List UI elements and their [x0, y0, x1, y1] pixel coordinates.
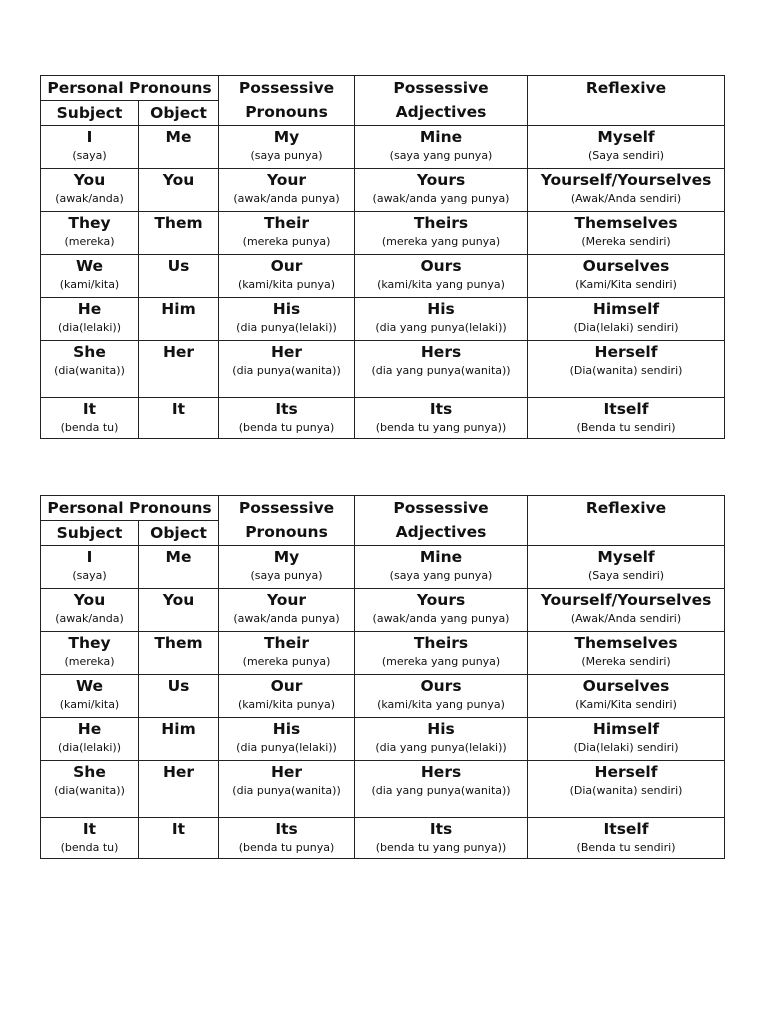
table-row	[41, 718, 725, 761]
reflexive-translation: (Awak/Anda sendiri)	[570, 192, 682, 205]
possessive-adjective: Yours	[416, 591, 466, 609]
header-possessive-adjectives: Possessive Adjectives	[355, 496, 528, 546]
subject-translation: (mereka)	[64, 655, 115, 668]
possessive-adjective-cell	[355, 126, 528, 169]
header-possessive-adjectives: Possessive Adjectives	[355, 76, 528, 126]
possessive-adjective-cell	[355, 589, 528, 632]
subject-pronoun: I	[86, 128, 93, 146]
subject-pronoun: They	[68, 214, 111, 232]
possessive-pronoun-translation: (benda tu punya)	[238, 841, 335, 854]
reflexive-pronoun: Themselves	[574, 214, 678, 232]
possessive-adjective-translation: (dia yang punya(wanita))	[371, 364, 511, 377]
table-row	[41, 398, 725, 439]
table-row	[41, 298, 725, 341]
possessive-adjective-translation: (mereka yang punya)	[381, 235, 501, 248]
header-possessive-pronouns: Possessive Pronouns	[219, 76, 355, 126]
possessive-pronoun-translation: (mereka punya)	[242, 655, 331, 668]
possessive-adjective: Theirs	[413, 634, 469, 652]
subject-cell	[41, 632, 139, 675]
subject-cell	[41, 298, 139, 341]
object-cell	[139, 341, 219, 398]
pronoun-table-1	[40, 75, 725, 439]
reflexive-pronoun: Herself	[594, 343, 658, 361]
possessive-adjective: Its	[429, 400, 453, 418]
subject-pronoun: It	[82, 400, 97, 418]
reflexive-pronoun: Itself	[603, 820, 649, 838]
subject-cell	[41, 589, 139, 632]
header-personal-pronouns: Personal Pronouns	[41, 76, 219, 101]
subject-cell	[41, 718, 139, 761]
subject-cell	[41, 761, 139, 818]
possessive-adjective-cell	[355, 675, 528, 718]
reflexive-pronoun: Himself	[592, 720, 660, 738]
reflexive-cell	[528, 255, 725, 298]
possessive-adjective-translation: (dia yang punya(lelaki))	[375, 321, 507, 334]
reflexive-translation: (Benda tu sendiri)	[576, 421, 676, 434]
object-pronoun: Him	[161, 300, 196, 318]
possessive-pronoun-translation: (kami/kita punya)	[237, 278, 336, 291]
possessive-pronoun: Her	[270, 343, 303, 361]
reflexive-pronoun: Themselves	[574, 634, 678, 652]
possessive-pronoun-translation: (kami/kita punya)	[237, 698, 336, 711]
possessive-pronoun: His	[272, 300, 301, 318]
possessive-adjective: His	[427, 720, 455, 738]
possessive-pronoun: Her	[270, 763, 303, 781]
possessive-pronoun-cell	[219, 818, 355, 859]
reflexive-cell	[528, 818, 725, 859]
reflexive-cell	[528, 341, 725, 398]
reflexive-cell	[528, 761, 725, 818]
object-pronoun: Me	[165, 548, 192, 566]
possessive-pronoun-translation: (awak/anda punya)	[233, 192, 340, 205]
possessive-pronoun-cell	[219, 632, 355, 675]
reflexive-translation: (Kami/Kita sendiri)	[575, 698, 677, 711]
subject-translation: (saya)	[72, 569, 107, 582]
header-reflexive: Reflexive	[528, 76, 725, 126]
reflexive-cell	[528, 398, 725, 439]
possessive-pronoun-cell	[219, 341, 355, 398]
subject-pronoun: It	[82, 820, 97, 838]
object-cell	[139, 212, 219, 255]
possessive-adjective-translation: (kami/kita yang punya)	[377, 278, 505, 291]
reflexive-pronoun: Itself	[603, 400, 649, 418]
possessive-adjective: Theirs	[413, 214, 469, 232]
object-pronoun: You	[162, 171, 195, 189]
subject-translation: (dia(wanita))	[54, 364, 125, 377]
possessive-pronoun-translation: (benda tu punya)	[238, 421, 335, 434]
possessive-adjective-cell	[355, 169, 528, 212]
possessive-adjective: His	[427, 300, 455, 318]
header-object: Object	[139, 521, 219, 546]
object-cell	[139, 298, 219, 341]
subject-translation: (kami/kita)	[59, 698, 120, 711]
table-row	[41, 212, 725, 255]
possessive-pronoun-cell	[219, 589, 355, 632]
possessive-pronoun: Its	[275, 820, 298, 838]
reflexive-pronoun: Ourselves	[582, 677, 670, 695]
possessive-adjective-cell	[355, 632, 528, 675]
object-cell	[139, 398, 219, 439]
object-pronoun: Her	[162, 343, 195, 361]
possessive-pronoun: Their	[263, 214, 310, 232]
reflexive-cell	[528, 546, 725, 589]
subject-pronoun: He	[77, 300, 102, 318]
possessive-pronoun-translation: (dia punya(lelaki))	[236, 741, 337, 754]
table-row	[41, 761, 725, 818]
object-pronoun: Us	[167, 677, 190, 695]
subject-translation: (dia(lelaki))	[58, 321, 121, 334]
object-pronoun: Her	[162, 763, 195, 781]
subject-translation: (saya)	[72, 149, 107, 162]
subject-cell	[41, 398, 139, 439]
possessive-adjective-translation: (benda tu yang punya))	[375, 841, 507, 854]
possessive-pronoun: His	[272, 720, 301, 738]
object-cell	[139, 126, 219, 169]
table-row	[41, 818, 725, 859]
object-cell	[139, 675, 219, 718]
possessive-adjective-cell	[355, 546, 528, 589]
object-pronoun: Them	[154, 214, 203, 232]
reflexive-translation: (Mereka sendiri)	[581, 235, 671, 248]
subject-pronoun: You	[73, 591, 106, 609]
reflexive-pronoun: Yourself/Yourselves	[540, 591, 712, 609]
possessive-pronoun: Our	[270, 677, 303, 695]
reflexive-translation: (Saya sendiri)	[587, 149, 665, 162]
possessive-adjective-cell	[355, 212, 528, 255]
reflexive-cell	[528, 589, 725, 632]
reflexive-pronoun: Ourselves	[582, 257, 670, 275]
possessive-adjective-translation: (saya yang punya)	[389, 149, 493, 162]
reflexive-cell	[528, 212, 725, 255]
possessive-pronoun-cell	[219, 126, 355, 169]
object-cell	[139, 818, 219, 859]
table-row	[41, 126, 725, 169]
table-row	[41, 675, 725, 718]
object-pronoun: Him	[161, 720, 196, 738]
possessive-adjective: Yours	[416, 171, 466, 189]
subject-cell	[41, 126, 139, 169]
possessive-adjective: Hers	[420, 763, 462, 781]
possessive-pronoun-translation: (dia punya(lelaki))	[236, 321, 337, 334]
object-cell	[139, 546, 219, 589]
reflexive-translation: (Kami/Kita sendiri)	[575, 278, 677, 291]
reflexive-translation: (Saya sendiri)	[587, 569, 665, 582]
subject-translation: (benda tu)	[60, 841, 119, 854]
possessive-pronoun-cell	[219, 212, 355, 255]
reflexive-cell	[528, 126, 725, 169]
header-personal-pronouns: Personal Pronouns	[41, 496, 219, 521]
reflexive-translation: (Dia(lelaki) sendiri)	[573, 321, 679, 334]
reflexive-pronoun: Myself	[597, 548, 655, 566]
possessive-pronoun-translation: (saya punya)	[250, 149, 323, 162]
possessive-adjective: Mine	[419, 548, 463, 566]
subject-translation: (mereka)	[64, 235, 115, 248]
possessive-adjective-cell	[355, 298, 528, 341]
header-object: Object	[139, 101, 219, 126]
reflexive-pronoun: Yourself/Yourselves	[540, 171, 712, 189]
possessive-pronoun-translation: (saya punya)	[250, 569, 323, 582]
header-possessive-pronouns: Possessive Pronouns	[219, 496, 355, 546]
possessive-adjective-translation: (dia yang punya(wanita))	[371, 784, 511, 797]
possessive-pronoun-cell	[219, 761, 355, 818]
possessive-pronoun: Their	[263, 634, 310, 652]
possessive-adjective: Its	[429, 820, 453, 838]
header-subject: Subject	[41, 101, 139, 126]
possessive-pronoun: Its	[275, 400, 298, 418]
table-row	[41, 169, 725, 212]
subject-cell	[41, 675, 139, 718]
reflexive-cell	[528, 675, 725, 718]
table-row	[41, 589, 725, 632]
table-row	[41, 341, 725, 398]
possessive-pronoun: Your	[266, 591, 307, 609]
reflexive-pronoun: Himself	[592, 300, 660, 318]
possessive-adjective-translation: (mereka yang punya)	[381, 655, 501, 668]
reflexive-cell	[528, 169, 725, 212]
possessive-adjective-translation: (saya yang punya)	[389, 569, 493, 582]
possessive-pronoun-translation: (awak/anda punya)	[233, 612, 340, 625]
possessive-adjective-cell	[355, 398, 528, 439]
table-row	[41, 632, 725, 675]
reflexive-cell	[528, 298, 725, 341]
subject-pronoun: We	[75, 677, 104, 695]
possessive-adjective-cell	[355, 818, 528, 859]
possessive-adjective: Mine	[419, 128, 463, 146]
object-cell	[139, 255, 219, 298]
subject-translation: (benda tu)	[60, 421, 119, 434]
subject-pronoun: She	[73, 343, 106, 361]
possessive-adjective-translation: (awak/anda yang punya)	[372, 192, 510, 205]
possessive-pronoun-cell	[219, 546, 355, 589]
table-row	[41, 546, 725, 589]
subject-translation: (awak/anda)	[55, 192, 124, 205]
possessive-pronoun: Your	[266, 171, 307, 189]
possessive-pronoun-cell	[219, 255, 355, 298]
subject-cell	[41, 546, 139, 589]
subject-cell	[41, 212, 139, 255]
subject-translation: (dia(lelaki))	[58, 741, 121, 754]
possessive-adjective-cell	[355, 718, 528, 761]
header-reflexive: Reflexive	[528, 496, 725, 546]
subject-pronoun: We	[75, 257, 104, 275]
reflexive-cell	[528, 718, 725, 761]
possessive-pronoun-translation: (dia punya(wanita))	[232, 784, 341, 797]
possessive-adjective-cell	[355, 761, 528, 818]
possessive-adjective: Ours	[420, 677, 462, 695]
object-pronoun: You	[162, 591, 195, 609]
reflexive-translation: (Mereka sendiri)	[581, 655, 671, 668]
possessive-adjective-translation: (dia yang punya(lelaki))	[375, 741, 507, 754]
subject-cell	[41, 255, 139, 298]
subject-translation: (awak/anda)	[55, 612, 124, 625]
possessive-adjective-cell	[355, 341, 528, 398]
reflexive-translation: (Benda tu sendiri)	[576, 841, 676, 854]
subject-cell	[41, 169, 139, 212]
possessive-pronoun: My	[273, 128, 300, 146]
reflexive-translation: (Awak/Anda sendiri)	[570, 612, 682, 625]
possessive-adjective-translation: (benda tu yang punya))	[375, 421, 507, 434]
object-pronoun: Them	[154, 634, 203, 652]
possessive-pronoun-translation: (mereka punya)	[242, 235, 331, 248]
possessive-pronoun: Our	[270, 257, 303, 275]
table-row	[41, 255, 725, 298]
possessive-pronoun-cell	[219, 675, 355, 718]
possessive-adjective-translation: (kami/kita yang punya)	[377, 698, 505, 711]
subject-pronoun: You	[73, 171, 106, 189]
subject-pronoun: He	[77, 720, 102, 738]
possessive-pronoun-cell	[219, 718, 355, 761]
reflexive-translation: (Dia(lelaki) sendiri)	[573, 741, 679, 754]
reflexive-translation: (Dia(wanita) sendiri)	[569, 784, 683, 797]
possessive-adjective-translation: (awak/anda yang punya)	[372, 612, 510, 625]
pronoun-table-2	[40, 495, 725, 859]
object-pronoun: Me	[165, 128, 192, 146]
possessive-pronoun-translation: (dia punya(wanita))	[232, 364, 341, 377]
possessive-adjective-cell	[355, 255, 528, 298]
object-cell	[139, 761, 219, 818]
object-pronoun: It	[171, 400, 186, 418]
object-cell	[139, 632, 219, 675]
header-subject: Subject	[41, 521, 139, 546]
reflexive-pronoun: Herself	[594, 763, 658, 781]
subject-cell	[41, 341, 139, 398]
subject-pronoun: I	[86, 548, 93, 566]
possessive-adjective: Hers	[420, 343, 462, 361]
subject-translation: (kami/kita)	[59, 278, 120, 291]
subject-pronoun: She	[73, 763, 106, 781]
subject-translation: (dia(wanita))	[54, 784, 125, 797]
object-pronoun: Us	[167, 257, 190, 275]
possessive-pronoun-cell	[219, 298, 355, 341]
object-cell	[139, 718, 219, 761]
reflexive-cell	[528, 632, 725, 675]
object-cell	[139, 169, 219, 212]
possessive-adjective: Ours	[420, 257, 462, 275]
possessive-pronoun-cell	[219, 169, 355, 212]
reflexive-translation: (Dia(wanita) sendiri)	[569, 364, 683, 377]
subject-pronoun: They	[68, 634, 111, 652]
possessive-pronoun: My	[273, 548, 300, 566]
subject-cell	[41, 818, 139, 859]
possessive-pronoun-cell	[219, 398, 355, 439]
object-cell	[139, 589, 219, 632]
reflexive-pronoun: Myself	[597, 128, 655, 146]
object-pronoun: It	[171, 820, 186, 838]
